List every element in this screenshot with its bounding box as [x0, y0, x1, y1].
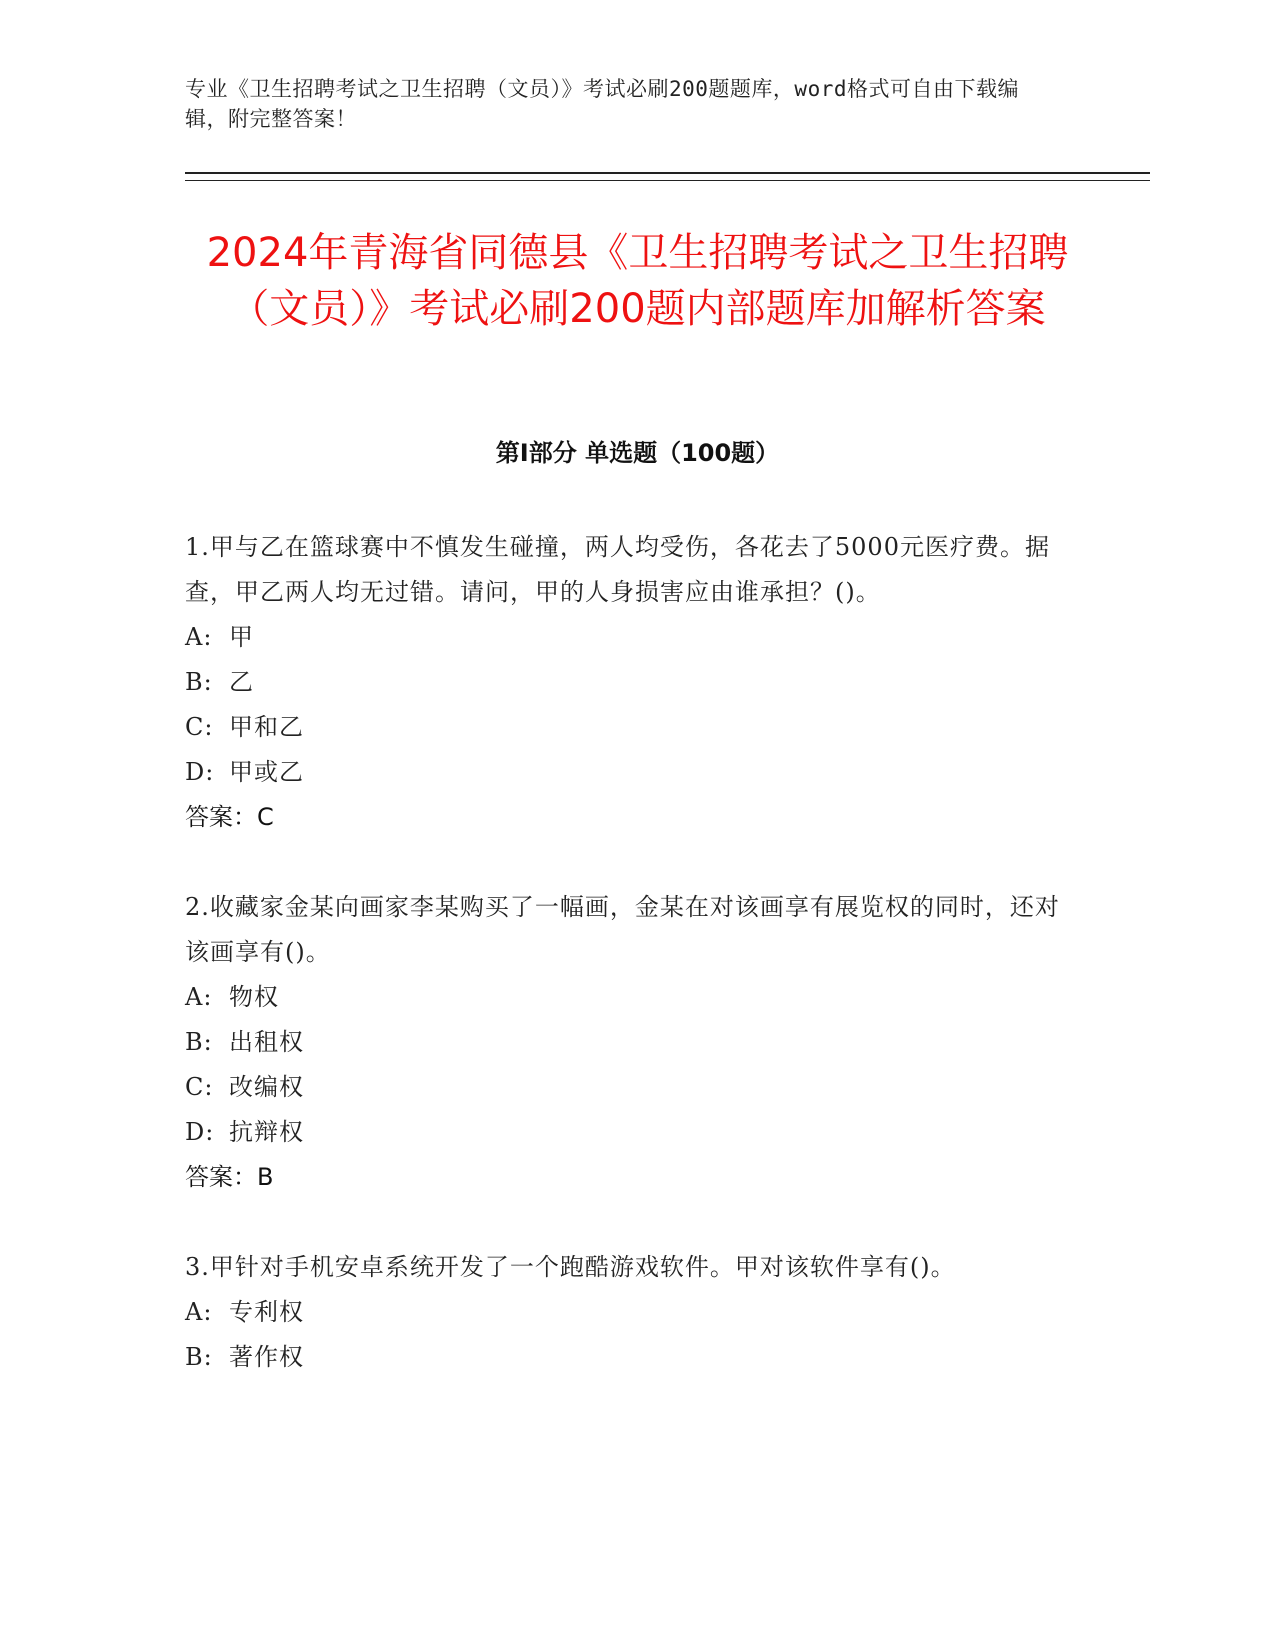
option-b: [185, 1020, 1065, 1065]
option-letter: A:: [185, 623, 213, 651]
option-text: 著作权: [229, 1343, 304, 1371]
question-list: [185, 525, 1065, 1425]
option-letter: A:: [185, 983, 213, 1011]
option-d: [185, 1110, 1065, 1155]
header-rule-thick: [185, 172, 1150, 174]
question-3: [185, 1245, 1065, 1380]
option-text: 抗辩权: [229, 1118, 304, 1146]
option-letter: B:: [185, 1343, 213, 1371]
option-a: [185, 615, 1065, 660]
option-text: 乙: [229, 668, 254, 696]
option-text: 物权: [229, 983, 279, 1011]
option-text: 出租权: [229, 1028, 304, 1056]
option-letter: D:: [185, 758, 215, 786]
question-text: 2.收藏家金某向画家李某购买了一幅画，金某在对该画享有展览权的同时，还对该画享有()。: [185, 893, 1060, 966]
option-text: 甲或乙: [229, 758, 304, 786]
option-letter: B:: [185, 668, 213, 696]
option-letter: C:: [185, 1073, 214, 1101]
answer-line: 答案：B: [185, 1163, 274, 1191]
option-a: [185, 1290, 1065, 1335]
option-letter: D:: [185, 1118, 215, 1146]
option-text: 甲和乙: [229, 713, 304, 741]
option-letter: A:: [185, 1298, 213, 1326]
section-heading: 第Ⅰ部分 单选题（100题）: [495, 439, 780, 467]
option-a: [185, 975, 1065, 1020]
option-b: [185, 1335, 1065, 1380]
header-note: 专业《卫生招聘考试之卫生招聘（文员）》考试必刷200题题库，word格式可自由下载编辑，附完整答案！: [185, 77, 1019, 131]
answer-line: 答案：C: [185, 803, 274, 831]
option-d: [185, 750, 1065, 795]
option-b: [185, 660, 1065, 705]
option-text: 改编权: [229, 1073, 304, 1101]
question-text: 3.甲针对手机安卓系统开发了一个跑酷游戏软件。甲对该软件享有()。: [185, 1253, 956, 1281]
header-rule-thin: [185, 180, 1150, 181]
option-c: [185, 705, 1065, 750]
option-letter: C:: [185, 713, 214, 741]
option-letter: B:: [185, 1028, 213, 1056]
question-text: 1.甲与乙在篮球赛中不慎发生碰撞，两人均受伤，各花去了5000元医疗费。据查，甲乙两人均无过错。请问，甲的人身损害应由谁承担？()。: [185, 533, 1050, 606]
document-title: 2024年青海省同德县《卫生招聘考试之卫生招聘（文员）》考试必刷200题内部题库加解析答案: [206, 230, 1069, 332]
question-2: [185, 885, 1065, 1200]
question-1: [185, 525, 1065, 840]
option-text: 专利权: [229, 1298, 304, 1326]
option-text: 甲: [229, 623, 254, 651]
option-c: [185, 1065, 1065, 1110]
